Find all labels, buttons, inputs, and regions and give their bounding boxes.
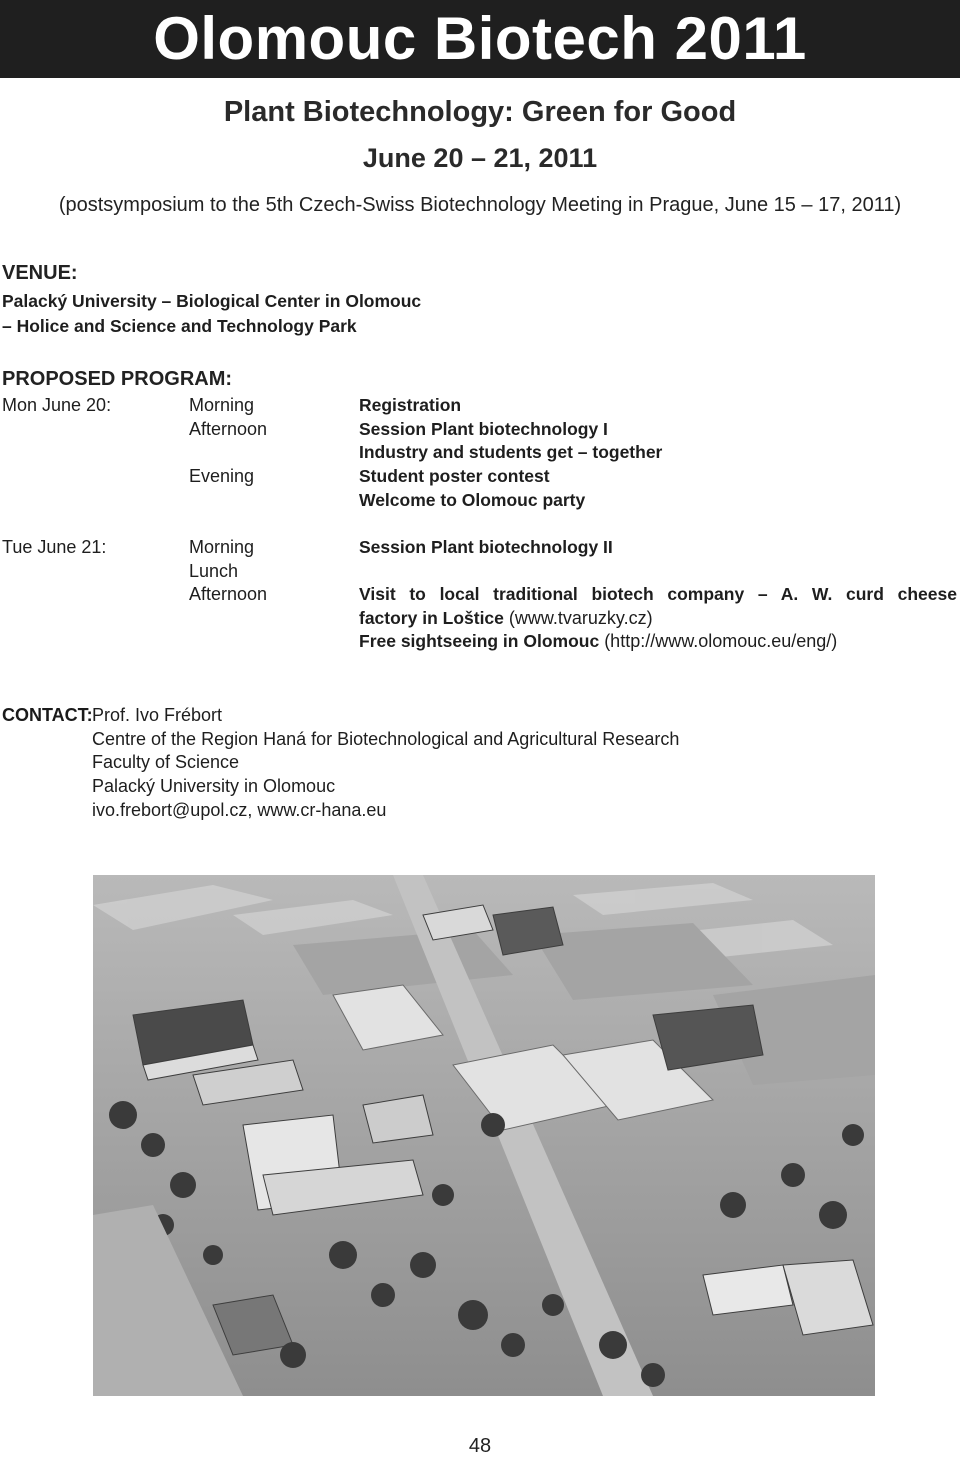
- page-number: 48: [468, 1435, 492, 1457]
- program-label: PROPOSED PROGRAM:: [2, 368, 233, 390]
- conference-dates: June 20 – 21, 2011: [362, 143, 598, 173]
- venue-line-2: – Holice and Science and Technology Park: [2, 316, 357, 336]
- venue-line-1: Palacký University – Biological Center in Olomouc: [2, 291, 422, 311]
- day1-label: Mon June 20:: [2, 395, 112, 415]
- campus-aerial-photo: [93, 875, 875, 1396]
- day2-session: Session Plant biotechnology II: [359, 537, 613, 557]
- day2-label: Tue June 21:: [2, 537, 107, 557]
- day2-sightseeing-link[interactable]: (http://www.olomouc.eu/eng/): [599, 631, 838, 651]
- day2-afternoon: Afternoon: [189, 584, 268, 604]
- contact-email[interactable]: ivo.frebort@upol.cz, www.cr-hana.eu: [92, 800, 387, 820]
- day2-lunch: Lunch: [189, 561, 239, 581]
- contact-org: Centre of the Region Haná for Biotechnological and Agricultural Research: [92, 729, 680, 749]
- day2-visit-factory: factory in Loštice: [359, 608, 504, 628]
- conference-subtitle: Plant Biotechnology: Green for Good: [223, 96, 737, 128]
- contact-label: CONTACT:: [2, 705, 93, 725]
- day1-party: Welcome to Olomouc party: [359, 490, 586, 510]
- day1-evening: Evening: [189, 466, 255, 486]
- day1-registration: Registration: [359, 395, 462, 415]
- day2-morning: Morning: [189, 537, 255, 557]
- day1-session: Session Plant biotechnology I: [359, 419, 608, 439]
- day1-morning: Morning: [189, 395, 255, 415]
- title-banner: [0, 0, 960, 78]
- day2-sightseeing-text: Free sightseeing in Olomouc: [359, 631, 600, 651]
- venue-label: VENUE:: [2, 262, 78, 284]
- page-title: Olomouc Biotech 2011: [153, 5, 807, 72]
- day2-visit: Visit to local traditional biotech company – A. W. curd cheese: [359, 584, 957, 604]
- day2-visit-line2: [359, 608, 653, 629]
- contact-name: Prof. Ivo Frébort: [92, 705, 223, 725]
- contact-university: Palacký University in Olomouc: [92, 776, 336, 796]
- day1-afternoon: Afternoon: [189, 419, 268, 439]
- conference-note: (postsymposium to the 5th Czech-Swiss Biotechnology Meeting in Prague, June 15 – 17, 2011): [58, 194, 902, 216]
- campus-aerial-illustration: [93, 875, 875, 1396]
- contact-faculty: Faculty of Science: [92, 752, 240, 772]
- day1-poster: Student poster contest: [359, 466, 550, 486]
- day1-industry: Industry and students get – together: [359, 442, 663, 462]
- day2-sightseeing: [359, 631, 837, 652]
- day2-visit-link[interactable]: (www.tvaruzky.cz): [503, 608, 653, 628]
